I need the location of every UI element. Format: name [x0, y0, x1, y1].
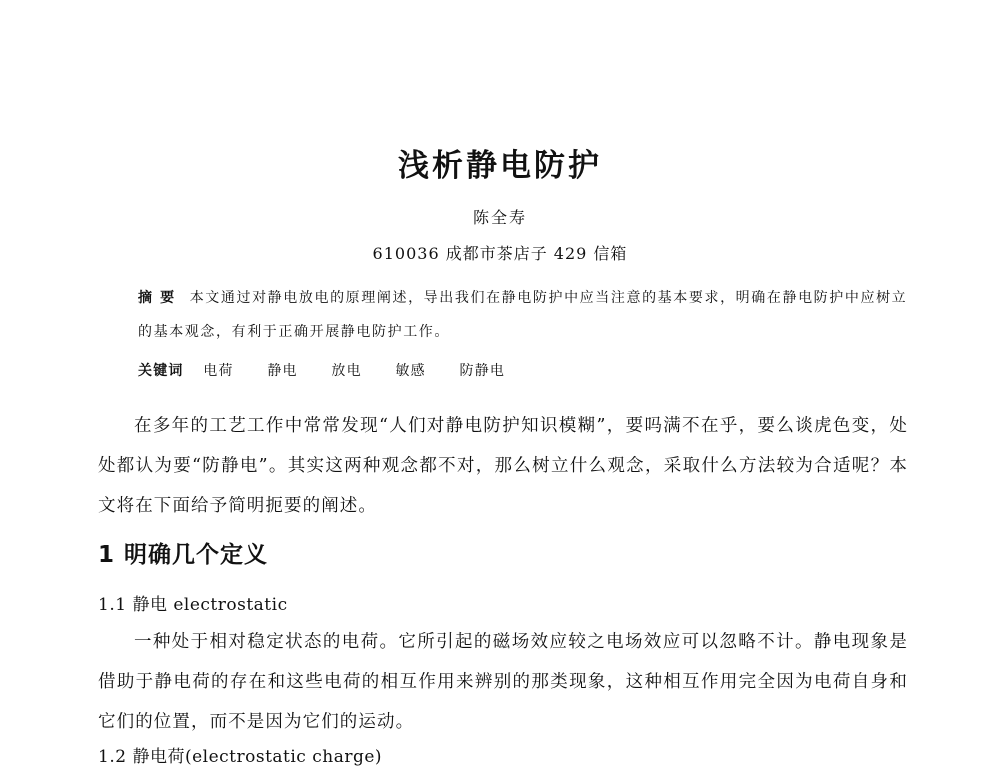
- author-address: 610036 成都市茶店子 429 信箱: [372, 244, 628, 263]
- abstract: [138, 281, 908, 349]
- section-heading: 1 明确几个定义: [98, 542, 269, 568]
- keyword: 静电: [267, 363, 298, 379]
- body-paragraph: 一种处于相对稳定状态的电荷。它所引起的磁场效应较之电场效应可以忽略不计。静电现象是借助于静电荷的存在和这些电荷的相互作用来辨别的那类现象，这种相互作用完全因为电荷自身和它们的位置，而不是因为它们的运动。: [98, 632, 908, 732]
- abstract-label: 摘 要: [138, 290, 176, 306]
- keyword: 防静电: [459, 363, 506, 379]
- keyword: 电荷: [203, 363, 234, 379]
- keywords-label: 关键词: [138, 363, 184, 379]
- abstract-text: 本文通过对静电放电的原理阐述，导出我们在静电防护中应当注意的基本要求，明确在静电防护中应树立的基本观念，有利于正确开展静电防护工作。: [138, 290, 908, 340]
- article-title: 浅析静电防护: [398, 148, 602, 184]
- subsection-heading: 1.1 静电 electrostatic: [98, 595, 288, 615]
- keywords: [138, 357, 908, 385]
- intro-paragraph: 在多年的工艺工作中常常发现“人们对静电防护知识模糊”，要吗满不在乎，要么谈虎色变，处处都认为要“防静电”。其实这两种观念都不对，那么树立什么观念，采取什么方法较为合适呢？本文将在下面给予简明扼要的阐述。: [98, 416, 908, 516]
- keyword: 敏感: [395, 363, 426, 379]
- author-name: 陈全寿: [472, 208, 527, 227]
- keyword: 放电: [331, 363, 362, 379]
- subsection-heading: 1.2 静电荷(electrostatic charge): [98, 747, 383, 767]
